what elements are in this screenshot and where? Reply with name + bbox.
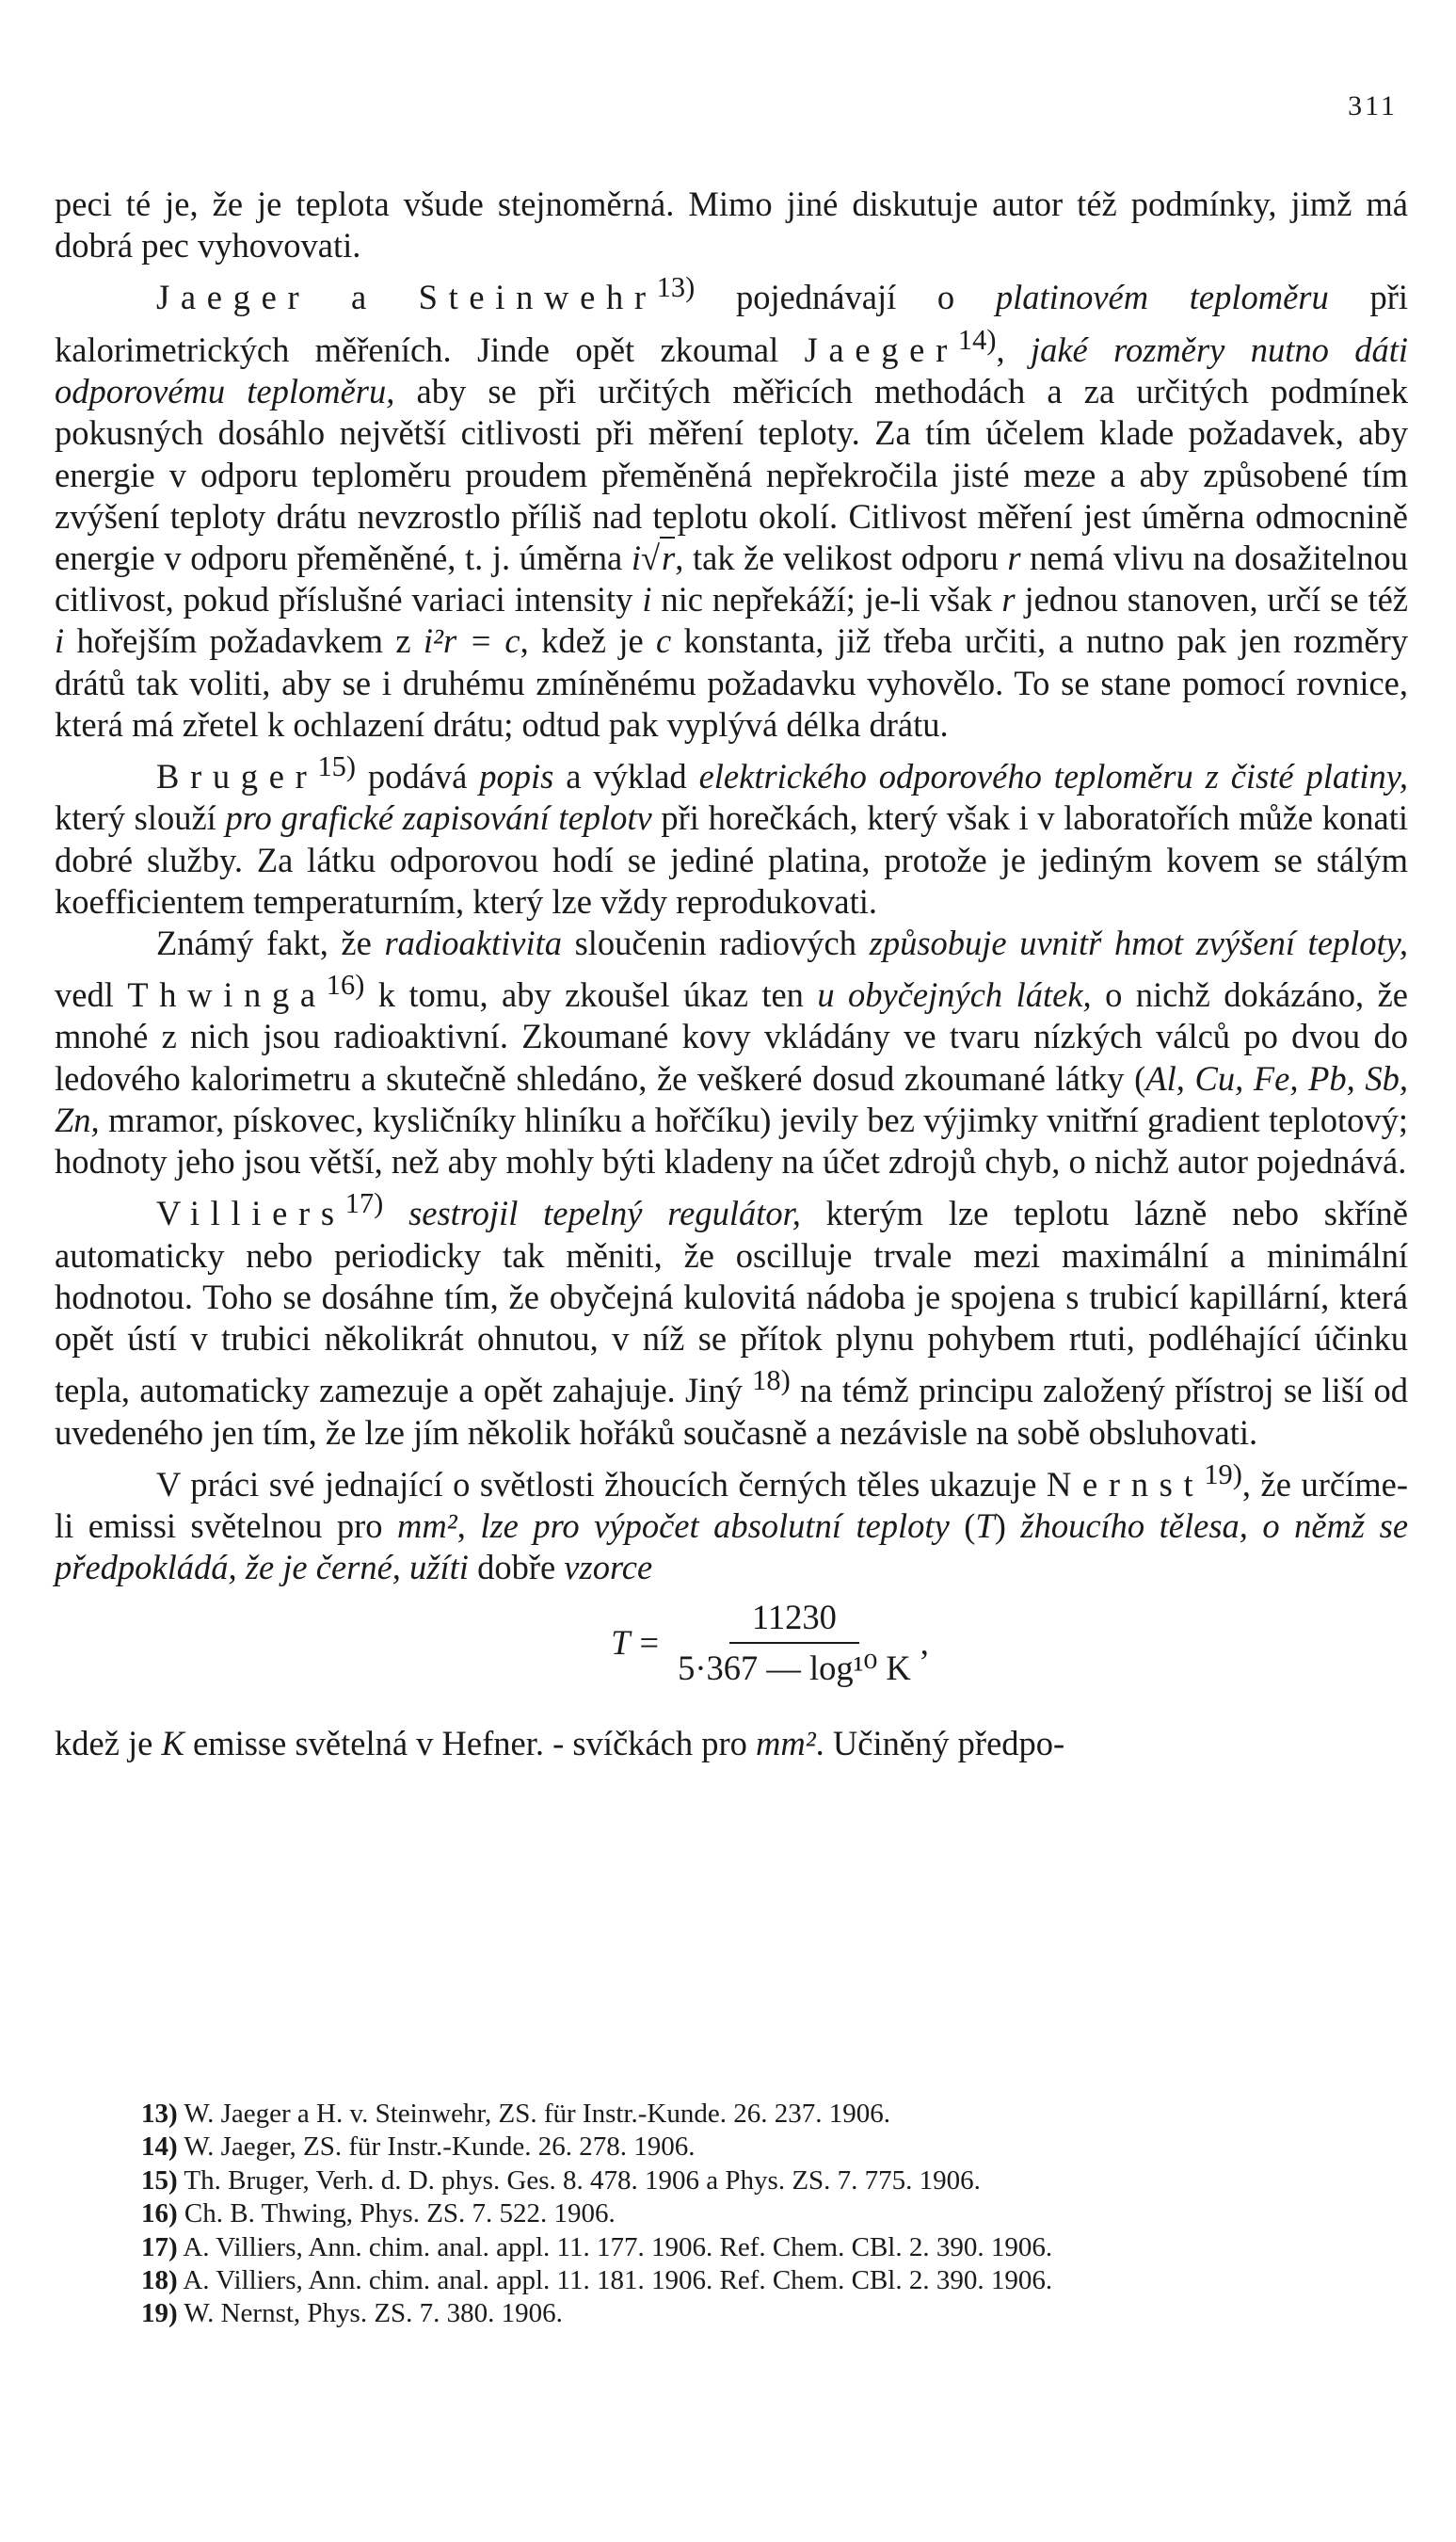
text-run: vedl: [55, 975, 128, 1015]
footnote-ref: 16): [326, 969, 365, 1002]
text-run: nemá vlivu na dosažitelnou citlivost, pokud příslušné variaci intensity: [55, 538, 1408, 619]
text-run: o nichž dokázáno, že mnohé z nich jsou radioaktivní. Zkoumané kovy vkládány ve tvaru nízkých válců po dvou do ledového kalorimetru a skutečně shledáno, že veškeré dosud zkoumané látky (: [55, 975, 1408, 1098]
footnote: [55, 2231, 1408, 2264]
math-symbol: K: [161, 1724, 184, 1762]
formula-denominator: 5·367 — log¹⁰ K: [678, 1648, 911, 1687]
footnote-text: Th. Bruger, Verh. d. D. phys. Ges. 8. 478. 1906 a Phys. ZS. 7. 775. 1906.: [184, 2164, 981, 2196]
footnote-ref: 15): [317, 749, 356, 782]
footnote-ref: 17): [344, 1187, 384, 1220]
text-run: jednou stanoven, určí se též: [1015, 580, 1409, 619]
text-run: nic nepřekáží; je-li však: [651, 580, 1002, 619]
page-number: 311: [1348, 90, 1398, 121]
footnote-text: W. Jaeger a H. v. Steinwehr, ZS. für Instr.-Kunde. 26. 237. 1906.: [184, 2099, 890, 2129]
formula-equals: =: [639, 1622, 660, 1662]
formula-numerator: 11230: [729, 1597, 859, 1644]
emphasis-text: elektrického odporového teploměru z čisté platiny,: [698, 757, 1409, 796]
text-run: , kdež je: [520, 621, 656, 661]
formula-lhs: T: [611, 1622, 631, 1662]
footnote-text: A. Villiers, Ann. chim. anal. appl. 11. 181. 1906. Ref. Chem. CBl. 2. 390. 1906.: [183, 2265, 1053, 2296]
text-run: , tak že velikost odporu: [675, 538, 1008, 577]
text-run: při kalorimetrických měřeních. Jinde opět zkoumal: [55, 278, 1409, 369]
text-run: podává: [355, 757, 480, 796]
emphasis-text: popis: [479, 757, 554, 796]
author-name: Bruger: [156, 757, 318, 796]
author-name: Thwinga: [127, 975, 327, 1015]
formula-fraction: [678, 1597, 911, 1689]
math-symbol: c: [656, 621, 672, 661]
text-run: mramor, pískovec, kysličníky hliníku a hořčíku) jevily bez výjimky vnitřní gradient teplotový; hodnoty jeho jsou větší, než aby mohly býti kladeny na účet zdrojů chyb, o nichž autor pojednává.: [55, 1100, 1408, 1182]
footnote-mark: 17): [141, 2231, 178, 2262]
paragraph-4: [55, 923, 1408, 1183]
footnote-mark: 14): [141, 2132, 178, 2163]
paragraph-5: [55, 1183, 1408, 1454]
footnote-text: W. Nernst, Phys. ZS. 7. 380. 1906.: [184, 2298, 563, 2329]
paragraph-2: Jaeger a Steinwehr$^{13)}$ pojednávají o platinovém teploměru při kalorimetrických měřeních. Jinde opět zkoumal Jaeger$^{14)}$, jaké rozměry nutno dáti odporovému teploměru, aby se při určitých měřicích methodách a za určitých podmínek pokusných dosáhlo největší citlivosti při měření teploty. Za tím účelem klade požadavek, aby energie v odporu teploměru proudem přeměněná nepřekročila jisté meze a aby způsobené tím zvýšení teploty drátu nevzrostlo příliš nad teplotu okolí. Citlivost měření jest úměrna odmocnině energie v odporu přeměněné, t. j. úměrna i√r, tak že velikost odporu r nemá vlivu na dosažitelnou citlivost, pokud příslušné variaci intensity i nic nepřekáží; je-li však r jednou stanoven, určí se též i hořejším požadavkem z i²r = c, kdež je c konstanta, již třeba určiti, a nutno pak jen rozměry drátů tak voliti, aby se i druhému zmíněnému požadavku vyhovělo. To se stane pomocí rovnice, která má zřetel k ochlazení drátu; odtud pak vyplývá délka drátu.: [55, 271, 1409, 744]
text-run: kdež je: [55, 1724, 162, 1762]
footnote-ref: 19): [1204, 1457, 1242, 1490]
text-run: konstanta, již třeba určiti, a nutno pak jen rozměry drátů tak voliti, aby se i druhému zmíněnému požadavku vyhovělo. To se stane pomocí rovnice, která má zřetel k ochlazení drátu; odtud pak vyplývá délka drátu.: [55, 621, 1408, 744]
body-text: [55, 184, 1408, 1764]
footnote: [55, 2164, 1408, 2197]
text-run: dobře: [468, 1548, 565, 1587]
math-symbol: r: [1001, 580, 1016, 619]
text-run: . Učiněný předpo-: [815, 1724, 1065, 1762]
text-run: (: [949, 1506, 976, 1546]
text-run: na témž principu založený přístroj se liší od uvedeného jen tím, že lze jím několik hořáků současně a nezávisle na sobě obsluhovati.: [55, 1371, 1409, 1452]
footnote-mark: 13): [141, 2099, 178, 2129]
emphasis-text: mm²: [755, 1724, 816, 1762]
text-run: a výklad: [553, 757, 699, 796]
emphasis-text: jaké rozměry nutno dáti odporovému teploměru,: [55, 330, 1408, 411]
emphasis-text: platinovém teploměru: [995, 278, 1329, 317]
text-run: kterým lze teplotu lázně nebo skříně automaticky nebo periodicky tak měniti, že oscilluje trvale mezi maximální a minimální hodnotou. Toho se dosáhne tím, že obyčejná kulovitá nádoba je spojena s trubicí kapillární, která opět ústí v trubici několikrát ohnutou, v níž se přítok plynu pohybem rtuti, podléhající účinku tepla, automaticky zamezuje a opět zahajuje. Jiný: [55, 1194, 1408, 1410]
text-run: Známý fakt, že: [156, 923, 385, 962]
footnote-mark: 15): [141, 2164, 178, 2196]
emphasis-text: vzorce: [564, 1548, 653, 1587]
emphasis-text: lze pro výpočet absolutní teploty: [480, 1506, 950, 1546]
math-symbol: r: [662, 538, 676, 577]
footnote-text: A. Villiers, Ann. chim. anal. appl. 11. 177. 1906. Ref. Chem. CBl. 2. 390. 1906.: [183, 2231, 1053, 2262]
footnote-text: W. Jaeger, ZS. für Instr.-Kunde. 26. 278. 1906.: [184, 2132, 696, 2163]
text-run: peci té je, že je teplota všude stejnoměrná. Mimo jiné diskutuje autor též podmínky, jimž má dobrá pec vyhovovati.: [55, 185, 1408, 265]
paragraph-3: [55, 746, 1408, 923]
text-run: pojednávají o: [695, 278, 996, 317]
footnote-ref: 13): [656, 271, 696, 304]
emphasis-text: pro grafické zapisování teplotv: [225, 798, 652, 838]
footnotes: [55, 2098, 1408, 2331]
footnote-ref: 14): [957, 323, 997, 356]
text-run: sloučenin radiových: [562, 923, 870, 962]
text-run: a: [351, 278, 377, 317]
text-run: ,: [996, 330, 1031, 369]
math-symbol: i: [55, 621, 65, 661]
text-run: [383, 1194, 408, 1232]
emphasis-text: u obyčejných látek,: [817, 975, 1092, 1015]
emphasis-text: mm²: [397, 1506, 457, 1546]
footnote: [55, 2131, 1408, 2164]
text-run: aby se při určitých měřicích methodách a za určitých podmínek pokusných dosáhlo největší citlivosti při měření teploty. Za tím účelem klade požadavek, aby energie v odporu teploměru proudem přeměněná nepřekročila jisté meze a aby způsobené tím zvýšení teploty drátu nevzrostlo příliš nad teplotu okolí. Citlivost měření jest úměrna odmocnině energie v odporu přeměněné, t. j. úměrna: [55, 372, 1408, 577]
footnote: [55, 2197, 1408, 2230]
author-name: Jaeger: [804, 330, 958, 369]
footnote-ref: 18): [752, 1364, 791, 1397]
footnote: [55, 2098, 1408, 2131]
text-run: hořejším požadavkem z: [64, 621, 424, 661]
footnote-mark: 18): [141, 2265, 178, 2296]
paragraph-6: [55, 1454, 1408, 1589]
text-run: k tomu, aby zkoušel úkaz ten: [364, 975, 818, 1015]
text-run: V práci své jednající o světlosti žhoucích černých těles ukazuje: [156, 1464, 1047, 1504]
text-run: ): [994, 1506, 1021, 1546]
text-run: ,: [456, 1506, 481, 1546]
footnote-text: Ch. B. Thwing, Phys. ZS. 7. 522. 1906.: [184, 2198, 616, 2229]
author-name: Villiers: [156, 1194, 345, 1233]
emphasis-text: radioaktivita: [384, 923, 562, 962]
author-name: Steinwehr: [418, 278, 657, 317]
text-run: který slouží: [55, 798, 226, 838]
formula: [469, 1597, 1071, 1689]
paragraph-7: [55, 1723, 1408, 1764]
math-symbol: i: [642, 580, 652, 619]
text-run: při horečkách, který však i v laboratořích může konati dobré služby. Za látku odporovou hodí se jediné platina, protože je jediným kovem se stálým koefficientem temperaturním, který lze vždy reprodukovati.: [55, 798, 1408, 921]
math-symbol: i: [631, 538, 641, 577]
footnote-mark: 19): [141, 2298, 178, 2329]
author-name: Jaeger: [156, 278, 311, 317]
emphasis-text: způsobuje uvnitř hmot zvýšení teploty,: [869, 923, 1408, 962]
text-run: emisse světelná v Hefner. - svíčkách pro: [184, 1724, 756, 1762]
footnote-mark: 16): [141, 2198, 178, 2229]
text-run: , že určíme-li emissi světelnou pro: [55, 1464, 1408, 1546]
author-name: Nernst: [1046, 1464, 1205, 1504]
footnote: [55, 2297, 1408, 2330]
paragraph-1: [55, 184, 1408, 266]
emphasis-text: sestrojil tepelný regulátor,: [408, 1194, 801, 1233]
footnote: [55, 2264, 1408, 2297]
math-symbol: r: [1007, 538, 1021, 577]
math-expression: i²r = c: [423, 621, 520, 661]
formula-comma: ,: [920, 1622, 929, 1662]
math-symbol: T: [975, 1506, 995, 1546]
emphasis-text: Al, Cu, Fe, Pb, Sb, Zn,: [55, 1058, 1408, 1139]
emphasis-text: žhoucího tělesa, o němž se předpokládá, že je černé, užíti: [55, 1506, 1409, 1587]
